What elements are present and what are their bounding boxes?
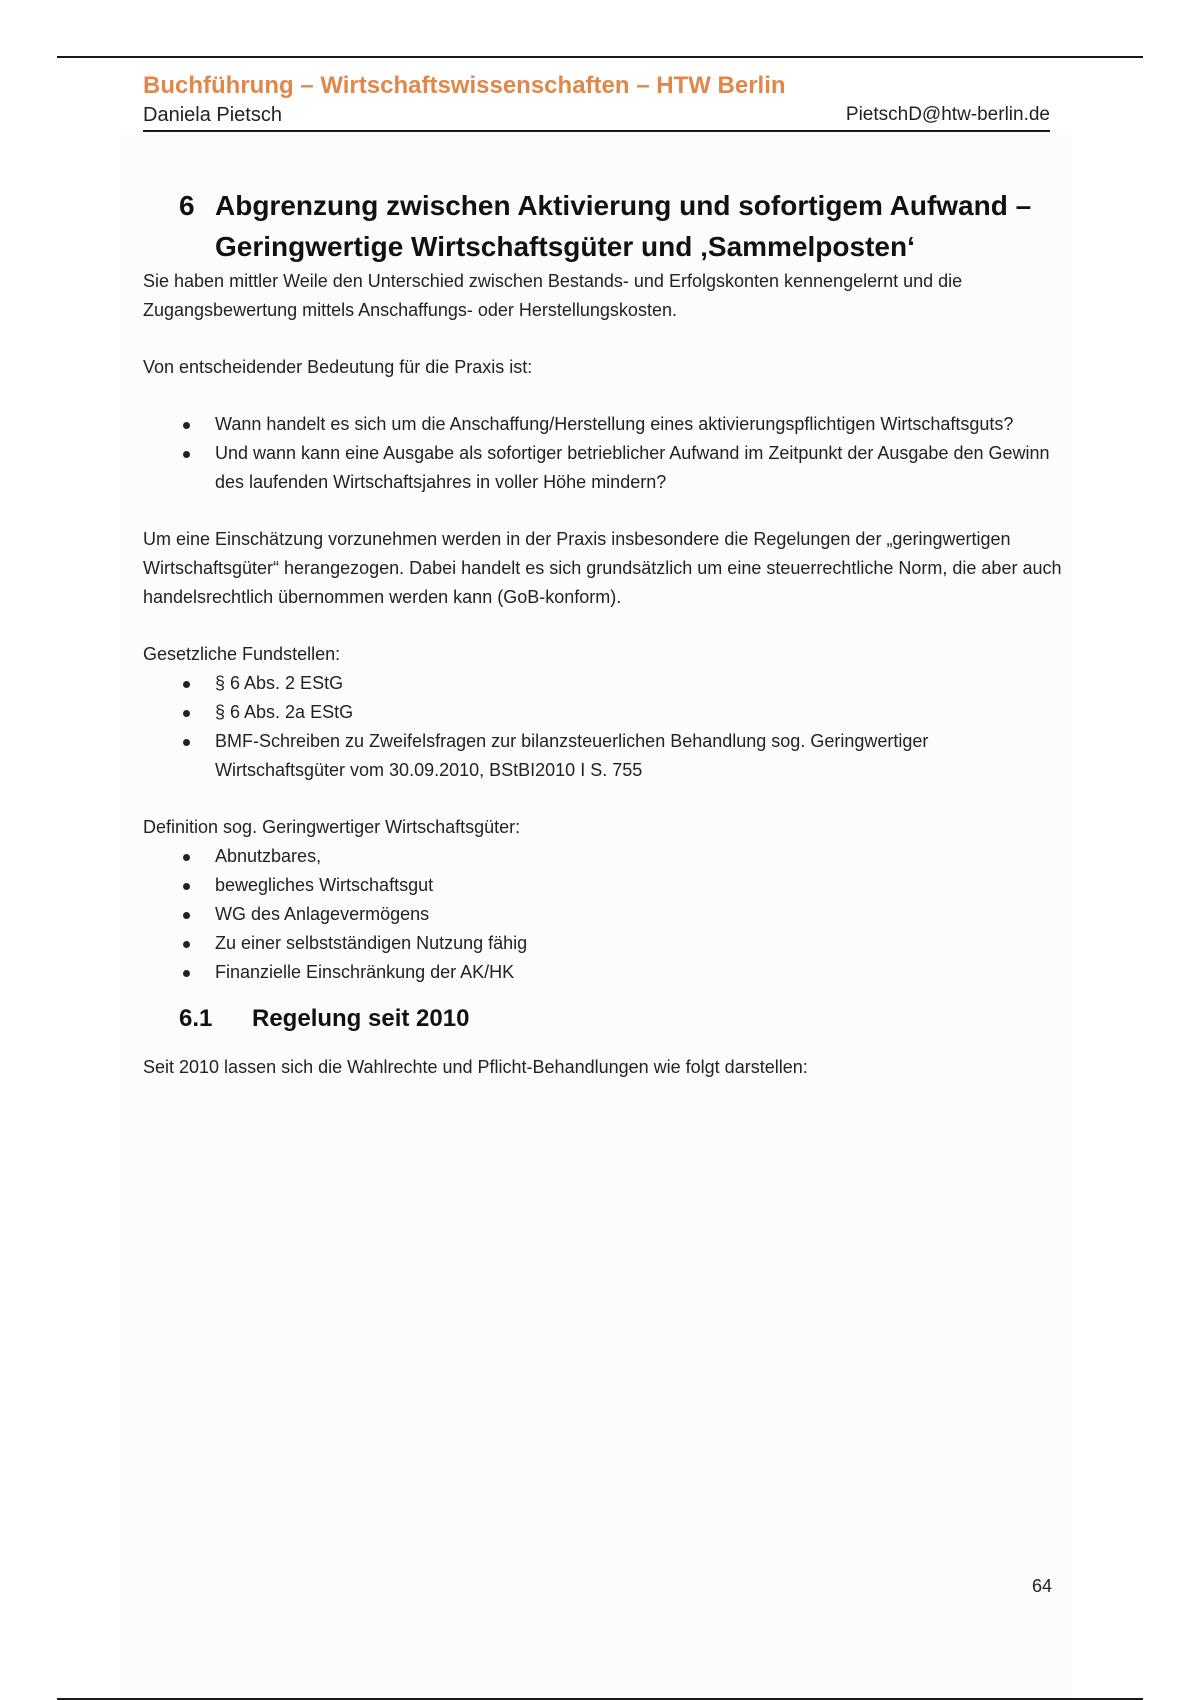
- bullet-icon: [143, 929, 215, 958]
- bullet-icon: [143, 439, 215, 497]
- list-item: bewegliches Wirtschaftsgut: [143, 871, 1063, 900]
- section-title: Abgrenzung zwischen Aktivierung und sofortigem Aufwand – Geringwertige Wirtschaftsgüter und ‚Sammelposten‘: [215, 190, 1032, 262]
- list-item: Und wann kann eine Ausgabe als sofortiger betrieblicher Aufwand im Zeitpunkt der Ausgabe den Gewinn des laufenden Wirtschaftsjahres in voller Höhe mindern?: [143, 439, 1063, 497]
- section-heading: [143, 185, 1063, 267]
- list-item: § 6 Abs. 2 EStG: [143, 669, 1063, 698]
- closing-paragraph: Seit 2010 lassen sich die Wahlrechte und Pflicht-Behandlungen wie folgt darstellen:: [143, 1057, 808, 1077]
- page-number: 64: [1032, 1576, 1053, 1596]
- bullet-icon: [143, 842, 215, 871]
- header-title: Buchführung – Wirtschaftswissenschaften – HTW Berlin: [143, 72, 786, 99]
- top-rule: [57, 56, 1143, 58]
- header-row: [143, 102, 1050, 132]
- header-email: PietschD@htw-berlin.de: [845, 104, 1050, 125]
- sources-label: Gesetzliche Fundstellen:: [143, 644, 341, 664]
- definition-list: [143, 842, 1063, 987]
- bullet-icon: [143, 871, 215, 900]
- practice-intro: Von entscheidender Bedeutung für die Praxis ist:: [143, 357, 533, 377]
- section-number: 6: [179, 190, 195, 221]
- definition-label: Definition sog. Geringwertiger Wirtschaftsgüter:: [143, 817, 521, 837]
- bullet-icon: [143, 727, 215, 785]
- list-item: Wann handelt es sich um die Anschaffung/Herstellung eines aktivierungspflichtigen Wirtschaftsguts?: [143, 410, 1063, 439]
- list-item: Finanzielle Einschränkung der AK/HK: [143, 958, 1063, 987]
- practice-list: [143, 410, 1063, 497]
- bullet-icon: [143, 698, 215, 727]
- subsection-number: 6.1: [179, 1005, 213, 1032]
- header-author: Daniela Pietsch: [143, 104, 282, 126]
- list-item: BMF-Schreiben zu Zweifelsfragen zur bilanzsteuerlichen Behandlung sog. Geringwertiger Wirtschaftsgüter vom 30.09.2010, BStBI2010 I S. 755: [143, 727, 1063, 785]
- document-body: [143, 185, 1063, 1082]
- subsection-title: Regelung seit 2010: [252, 1005, 470, 1032]
- bullet-icon: [143, 958, 215, 987]
- bullet-icon: [143, 669, 215, 698]
- list-item: Zu einer selbstständigen Nutzung fähig: [143, 929, 1063, 958]
- list-item: Abnutzbares,: [143, 842, 1063, 871]
- subsection-heading: [143, 1001, 1063, 1037]
- list-item: WG des Anlagevermögens: [143, 900, 1063, 929]
- page-header: [143, 70, 1050, 132]
- list-item: § 6 Abs. 2a EStG: [143, 698, 1063, 727]
- bullet-icon: [143, 900, 215, 929]
- intro-paragraph: Sie haben mittler Weile den Unterschied zwischen Bestands- und Erfolgskonten kennengelernt und die Zugangsbewertung mittels Anschaffungs- oder Herstellungskosten.: [143, 271, 963, 320]
- assessment-paragraph: Um eine Einschätzung vorzunehmen werden in der Praxis insbesondere die Regelungen der „geringwertigen Wirtschaftsgüter“ herangezogen. Dabei handelt es sich grundsätzlich um eine steuerrechtliche Norm, die aber auch handelsrechtlich übernommen werden kann (GoB-konform).: [143, 529, 1062, 607]
- bullet-icon: [143, 410, 215, 439]
- sources-list: [143, 669, 1063, 785]
